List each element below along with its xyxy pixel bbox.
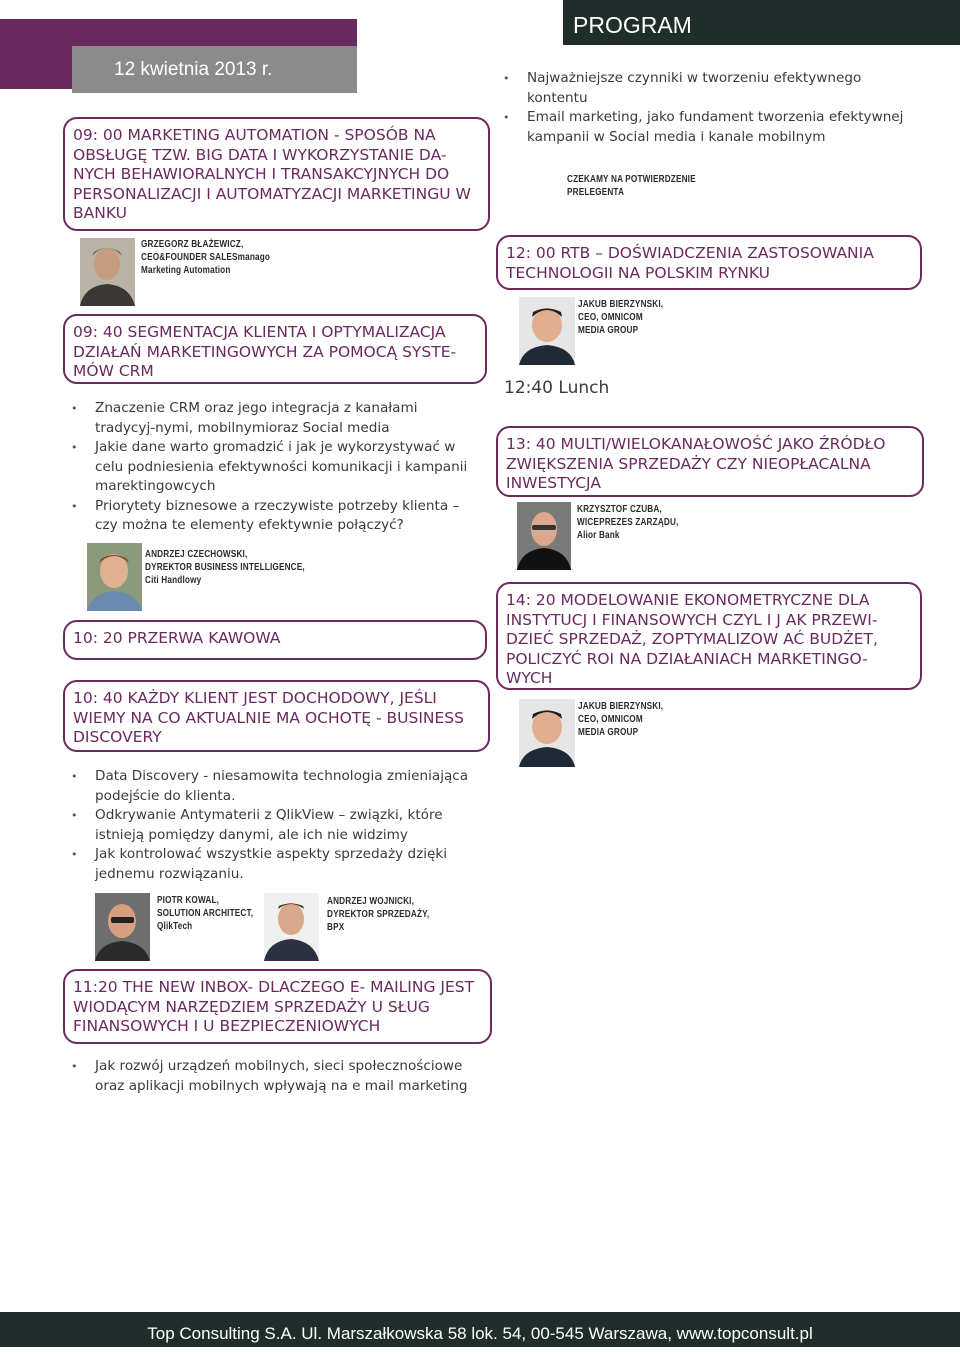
list-item: • Jak rozwój urządzeń mobilnych, sieci społecznościowe oraz aplikacji mobilnych wpływają na e mail marketing <box>71 1057 481 1096</box>
list-item: • Najważniejsze czynniki w tworzeniu efektywnego kontentu <box>503 69 923 108</box>
session-1420: 14: 20 MODELOWANIE EKONOMETRYCZNE DLA INSTYTUCJ I FINANSOWYCH CZYL I J AK PRZEWI-DZIEĆ SPRZEDAŻ, ZOPTYMALIZOW AĆ BUDŻET, POLICZYĆ ROI NA DZIAŁANIACH MARKETINGO-WYCH <box>496 582 922 690</box>
speaker-blazewicz: GRZEGORZ BŁAŻEWICZ, CEO&FOUNDER SALESmanago Marketing Automation <box>141 239 271 276</box>
session-0940-bullets <box>71 399 481 536</box>
list-item: • Priorytety biznesowe a rzeczywiste potrzeby klienta – czy można te elementy efektywnie połączyć? <box>71 497 481 536</box>
session-1040: 10: 40 KAŻDY KLIENT JEST DOCHODOWY, JEŚLI WIEMY NA CO AKTUALNIE MA OCHOTĘ - BUSINESS DISCOVERY <box>63 680 490 752</box>
list-item: • Email marketing, jako fundament tworzenia efektywnej kampanii w Social media i kanale mobilnym <box>503 108 923 147</box>
list-item: • Odkrywanie Antymaterii z QlikView – związki, które istnieją pomiędzy danymi, ale ich nie widzimy <box>71 806 481 845</box>
speaker-kowal: PIOTR KOWAL, SOLUTION ARCHITECT, QlikTech <box>157 895 254 932</box>
speaker-photo-czuba <box>517 502 571 570</box>
session-1120: 11:20 THE NEW INBOX- DLACZEGO E- MAILING JEST WIODĄCYM NARZĘDZIEM SPRZEDAŻY U SŁUG FINANSOWYCH I U BEZPIECZENIOWYCH <box>63 969 492 1044</box>
session-0900: 09: 00 MARKETING AUTOMATION - SPOSÓB NA OBSŁUGĘ TZW. BIG DATA I WYKORZYSTANIE DA-NYCH BEHAWIORALNYCH I TRANSAKCYJNYCH DO PERSONALIZACJI I AUTOMATYZACJI MARKETINGU W BANKU <box>63 117 490 231</box>
session-0940: 09: 40 SEGMENTACJA KLIENTA I OPTYMALIZACJA DZIAŁAŃ MARKETINGOWYCH ZA POMOCĄ SYSTE-MÓW CRM <box>63 314 487 384</box>
speaker-photo-czechowski <box>87 543 142 611</box>
speaker-czuba: KRZYSZTOF CZUBA, WICEPREZES ZARZĄDU, Alior Bank <box>577 504 679 541</box>
speaker-wojnicki: ANDRZEJ WOJNICKI, DYREKTOR SPRZEDAŻY, BPX <box>327 896 430 933</box>
right-top-bullets <box>503 69 923 147</box>
footer-address: Top Consulting S.A. Ul. Marszałkowska 58 lok. 54, 00-545 Warszawa, www.topconsult.pl <box>0 1312 960 1347</box>
speaker-bierzynski-2: JAKUB BIERZYNSKI, CEO, OMNICOM MEDIA GROUP <box>578 701 664 738</box>
speaker-photo-blazewicz <box>80 238 135 306</box>
list-item: • Znaczenie CRM oraz jego integracja z kanałami tradycyj-nymi, mobilnymioraz Social media <box>71 399 481 438</box>
session-1200: 12: 00 RTB – DOŚWIADCZENIA ZASTOSOWANIA TECHNOLOGII NA POLSKIM RYNKU <box>496 235 922 290</box>
speaker-photo-bierzynski <box>519 297 575 365</box>
speaker-czechowski: ANDRZEJ CZECHOWSKI, DYREKTOR BUSINESS INTELLIGENCE, Citi Handlowy <box>145 549 305 586</box>
speaker-photo-wojnicki <box>264 893 319 961</box>
list-item: • Data Discovery - niesamowita technologia zmieniająca podejście do klienta. <box>71 767 481 806</box>
session-1020: 10: 20 PRZERWA KAWOWA <box>63 620 487 660</box>
session-1340: 13: 40 MULTI/WIELOKANAŁOWOŚĆ JAKO ŹRÓDŁO ZWIĘKSZENIA SPRZEDAŻY CZY NIEOPŁACALNA INWESTYCJA <box>496 426 924 497</box>
speaker-photo-bierzynski-2 <box>519 699 575 767</box>
speaker-bierzynski-1: JAKUB BIERZYNSKI, CEO, OMNICOM MEDIA GROUP <box>578 299 664 336</box>
event-date: 12 kwietnia 2013 r. <box>72 46 357 93</box>
speaker-photo-kowal <box>95 893 150 961</box>
speaker-pending: CZEKAMY NA POTWIERDZENIE PRELEGENTA <box>567 174 696 198</box>
lunch-break: 12:40 Lunch <box>504 378 610 398</box>
program-heading: PROGRAM <box>563 0 960 45</box>
list-item: • Jak kontrolować wszystkie aspekty sprzedaży dzięki jednemu rozwiązaniu. <box>71 845 481 884</box>
session-1120-bullets <box>71 1057 481 1096</box>
list-item: • Jakie dane warto gromadzić i jak je wykorzystywać w celu podniesienia efektywności komunikacji i kampanii marektingowcych <box>71 438 481 497</box>
session-1040-bullets <box>71 767 481 884</box>
